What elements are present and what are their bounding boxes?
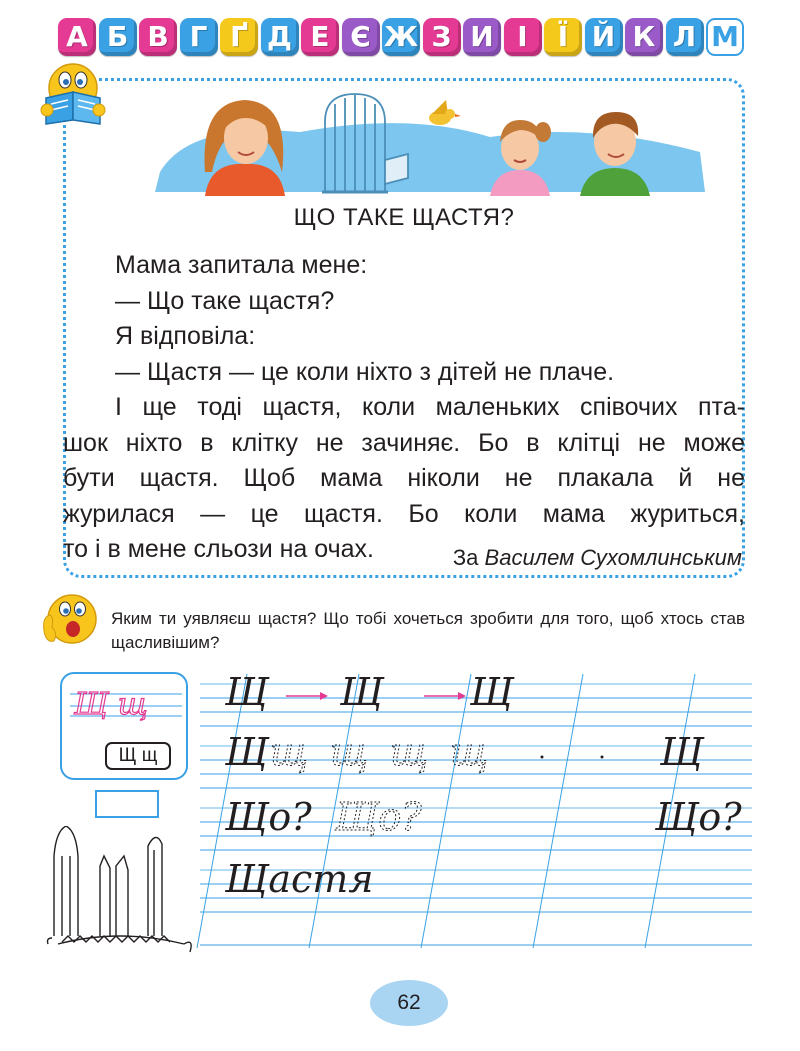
alphabet-letter: И [463,18,501,56]
alphabet-letter: Г [180,18,218,56]
pink-arrow-head [320,692,328,700]
dot-marker [541,756,544,759]
author-prefix: За [452,545,479,570]
page-number: 62 [370,980,448,1026]
alphabet-letter: І [504,18,542,56]
trace-letter: щ [270,730,309,774]
alphabet-letter: Е [301,18,339,56]
dot-marker [601,756,604,759]
row2-start-letter: Щ [225,730,269,774]
story-line: Я відповіла: [115,322,256,350]
pink-arrow-head [458,692,466,700]
story-line: І ще тоді щастя, коли маленьких співочих пта- [115,393,745,421]
alphabet-letter: А [58,18,96,56]
story-title: ЩО ТАКЕ ЩАСТЯ? [293,204,515,231]
row2-end-letter: Щ [660,730,704,774]
reference-script-text: Щ щ [74,687,148,722]
alphabet-letter: Є [342,18,380,56]
printed-letter-pair: Щ щ [105,742,171,770]
question-text: Яким ти уявляєш щастя? Що тобі хочеться зробити для того, щоб хтось став щасливішим? [111,609,745,652]
story-line: то і в мене сльози на очах. [63,535,374,563]
alphabet-letter: Ґ [220,18,258,56]
row1-letter: Щ [470,670,514,714]
alphabet-letter: Ж [382,18,420,56]
alphabet-letter: Й [585,18,623,56]
trace-letter: щ [330,730,369,774]
row1-letter: Щ [225,670,269,714]
alphabet-letter: К [625,18,663,56]
story-line: Мама запитала мене: [115,251,368,279]
alphabet-letter: М [706,18,744,56]
row3-start-word: Що? [225,795,312,839]
row4-word: Щастя [225,857,374,901]
row1-letter: Щ [340,670,384,714]
story-line: журилася — це щастя. Бо коли мама журиться, [63,499,745,528]
trace-letter: щ [450,730,489,774]
story-line: — Що таке щастя? [115,286,335,315]
story-line: бути щастя. Щоб мама ніколи не плакала й не [63,464,745,492]
row3-end-word: Що? [655,795,742,839]
story-line: — Щастя — це коли ніхто з дітей не плаче. [115,357,615,386]
alphabet-letter: Л [666,18,704,56]
alphabet-letter: З [423,18,461,56]
alphabet-letter: Д [261,18,299,56]
author-name: Василем Сухомлинським [484,545,742,570]
alphabet-letter: Б [99,18,137,56]
story-line: шок ніхто в клітку не зачиняє. Бо в клітці не може [63,428,745,457]
alphabet-letter: Ї [544,18,582,56]
row3-trace-word: Що? [335,795,422,839]
trace-letter: щ [390,730,429,774]
alphabet-letter: В [139,18,177,56]
